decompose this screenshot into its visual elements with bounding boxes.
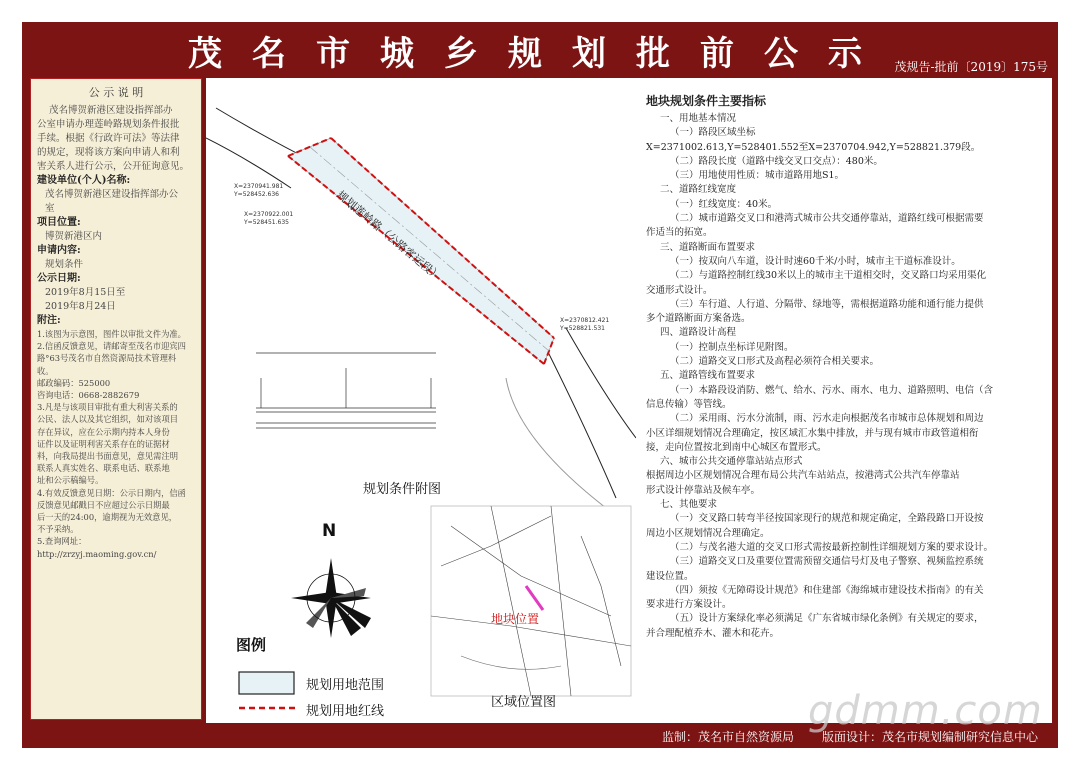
condition-line: （一）交叉路口转弯半径按国家现行的规范和规定确定，全路段路口开设按 — [670, 513, 984, 525]
condition-line: （一）按双向八车道，设计时速60千米/小时，城市主干道标准设计。 — [670, 255, 961, 267]
header — [22, 22, 1058, 74]
condition-line: 一、用地基本情况 — [660, 113, 737, 124]
condition-line: （三）车行道、人行道、分隔带、绿地等，需根据道路功能和通行能力提供 — [670, 298, 984, 310]
condition-line: 形式设计停靠站及候车亭。 — [646, 484, 761, 496]
condition-line: （一）红线宽度：40米。 — [670, 198, 778, 210]
note-line: 3.凡是与该项目审批有重大利害关系的 — [37, 402, 178, 413]
document-number: 茂规告-批前〔2019〕175号 — [894, 60, 1048, 74]
note-line: 反馈意见邮戳日不应超过公示日期最 — [37, 499, 170, 510]
cross-section-drawing — [256, 353, 436, 428]
note-line: 不予采纳。 — [37, 524, 79, 535]
condition-line: 作适当的拓宽。 — [646, 227, 713, 239]
notice-intro-1: 茂名博贺新港区建设指挥部办 — [49, 105, 173, 116]
note-line: 证件以及证明利害关系存在的证据材 — [37, 438, 170, 449]
condition-line: （一）本路段设消防、燃气、给水、污水、雨水、电力、道路照明、电信（含 — [670, 384, 994, 396]
condition-line: （五）设计方案绿化率必须满足《广东省城市绿化条例》有关规定的要求， — [670, 613, 984, 625]
conditions-panel — [646, 92, 1046, 641]
site-map — [206, 78, 636, 723]
compass-rose — [291, 558, 371, 638]
watermark: gdmm.com — [808, 688, 1043, 734]
condition-line: 接，走向位置按北到南中心城区布置形式。 — [646, 441, 827, 453]
road-label: 规划莲岭路（公路客运段） — [334, 188, 444, 284]
condition-line: （二）与茂名港大道的交叉口形式需按最新控制性详细规划方案的要求设计。 — [670, 541, 994, 553]
note-line: 料，向我局提出书面意见，意见需注明 — [37, 451, 179, 462]
legend-range-swatch — [239, 672, 294, 694]
condition-line: 四、道路设计高程 — [660, 327, 737, 339]
condition-line: （三）道路交叉口及重要位置需预留交通信号灯及电子警察、视频监控系统 — [670, 556, 984, 568]
location-map — [431, 506, 631, 696]
condition-line: 三、道路断面布置要求 — [660, 241, 756, 253]
note-line: 邮政编码：525000 — [37, 377, 111, 388]
location-label: 项目位置: — [37, 217, 81, 228]
notice-intro-3: 手续。根据《行政许可法》等法律 — [37, 133, 180, 144]
note-line: 1.该图为示意图，图件以审批文件为准。 — [37, 329, 186, 339]
north-label: N — [322, 521, 337, 541]
unit-label: 建设单位(个人)名称: — [37, 175, 131, 186]
note-line: 收。 — [37, 365, 54, 376]
condition-line: 小区详细规划情况合理确定，按区域汇水集中排放，并与现有城市市政管道相衔 — [646, 427, 979, 439]
condition-line: 多个道路断面方案备选。 — [646, 313, 751, 325]
condition-line: （四）须按《无障碍设计规范》和住建部《海绵城市建设技术指南》的有关 — [670, 584, 984, 596]
condition-line: 信息传输）等管线。 — [646, 398, 732, 410]
unit-value-2: 室 — [45, 203, 55, 214]
condition-line: 交通形式设计。 — [646, 284, 713, 296]
legend-redline-label: 规划用地红线 — [306, 704, 385, 719]
coord-6: Y=528821.531 — [560, 325, 605, 332]
note-line[interactable]: http://zrzyj.maoming.gov.cn/ — [37, 548, 157, 559]
note-line: 公民、法人以及其它组织，如对该项目 — [37, 414, 179, 425]
date-to: 2019年8月24日 — [45, 301, 116, 312]
attach-label: 附注: — [37, 315, 61, 326]
note-line: 址和公示稿编号。 — [37, 475, 104, 486]
conditions-title: 地块规划条件主要指标 — [646, 94, 767, 108]
notice-intro-4: 的规定，现将该方案向申请人和利 — [37, 147, 180, 158]
condition-line: 周边小区规划情况合理确定。 — [646, 527, 770, 539]
note-line: 路°63号茂名市自然资源局技术管理科 — [37, 353, 177, 364]
notice-intro-2: 公室申请办理莲岭路规划条件报批 — [37, 119, 180, 130]
condition-line: 要求进行方案设计。 — [646, 599, 732, 611]
condition-line: （二）道路交叉口形式及高程必须符合相关要求。 — [670, 356, 880, 368]
coord-4: Y=528451.635 — [244, 219, 289, 226]
condition-line: （二）城市道路交叉口和港湾式城市公共交通停靠站，道路红线可根据需要 — [670, 213, 984, 225]
coord-1: X=2370941.981 — [234, 183, 284, 190]
page-title: 茂名市城乡规划批前公示 — [188, 34, 892, 74]
condition-line: 二、道路红线宽度 — [660, 184, 737, 196]
condition-line: （一）控制点坐标详见附图。 — [670, 341, 794, 353]
apply-value: 规划条件 — [45, 259, 84, 270]
note-line: 后一天的24:00，逾期视为无效意见， — [37, 512, 178, 523]
notice-panel — [30, 78, 202, 720]
legend-title: 图例 — [236, 636, 267, 654]
condition-line: 七、其他要求 — [660, 499, 718, 511]
condition-line: （一）路段区域坐标 — [670, 127, 756, 139]
notes-list — [31, 328, 201, 560]
planned-road-area — [288, 138, 554, 364]
note-line: 存在异议，应在公示期内持本人身份 — [37, 426, 170, 437]
condition-line: （二）路段长度（道路中线交叉口交点）：480米。 — [670, 155, 883, 167]
note-line: 4.有效反馈意见日期：公示日期内，信函 — [37, 487, 186, 498]
condition-line: （二）与道路控制红线30米以上的城市主干道相交时，交叉路口均采用渠化 — [670, 270, 987, 282]
condition-line: （三）用地使用性质：城市道路用地S1。 — [670, 170, 845, 182]
condition-line: 五、道路管线布置要求 — [660, 370, 756, 382]
legend-range-label: 规划用地范围 — [306, 678, 385, 693]
apply-label: 申请内容: — [37, 245, 81, 256]
coord-5: X=2370812.421 — [560, 317, 610, 324]
location-value: 博贺新港区内 — [45, 231, 103, 242]
date-from: 2019年8月15日至 — [45, 287, 126, 298]
note-line: 咨询电话：0668-2882679 — [37, 390, 140, 401]
note-line: 2.信函反馈意见，请邮寄至茂名市迎宾四 — [37, 341, 186, 352]
condition-line: 六、城市公共交通停靠站站点形式 — [660, 456, 803, 468]
figure-title: 规划条件附图 — [363, 482, 442, 497]
notice-intro-5: 害关系人进行公示，公开征询意见。 — [37, 161, 190, 172]
condition-line: 并合理配植乔木、灌木和花卉。 — [646, 627, 780, 639]
block-label: 地块位置 — [491, 612, 540, 626]
coord-2: Y=528452.636 — [234, 191, 279, 198]
unit-value-1: 茂名博贺新港区建设指挥部办公 — [45, 189, 179, 200]
date-label: 公示日期: — [37, 273, 81, 284]
condition-line: X=2371002.613,Y=528401.552至X=2370704.942,Y=528821.379段。 — [646, 141, 981, 153]
condition-line: （二）采用雨、污水分流制，雨、污水走向根据茂名市城市总体规划和周边 — [670, 413, 984, 425]
location-title: 区域位置图 — [491, 695, 557, 710]
notice-heading: 公 示 说 明 — [88, 86, 144, 99]
condition-line: 根据周边小区规划情况合理布局公共汽车站站点，按港湾式公共汽车停靠站 — [646, 470, 960, 482]
note-line: 5.查询网址： — [37, 536, 87, 547]
note-line: 联系人真实姓名、联系电话、联系地 — [37, 463, 170, 474]
coord-3: X=2370922.001 — [244, 211, 294, 218]
footer-supervisor: 监制：茂名市自然资源局 — [662, 730, 795, 744]
footer-designer: 版面设计：茂名市规划编制研究信息中心 — [822, 730, 1039, 744]
condition-line: 建设位置。 — [646, 570, 694, 582]
main-panel — [206, 78, 1052, 723]
